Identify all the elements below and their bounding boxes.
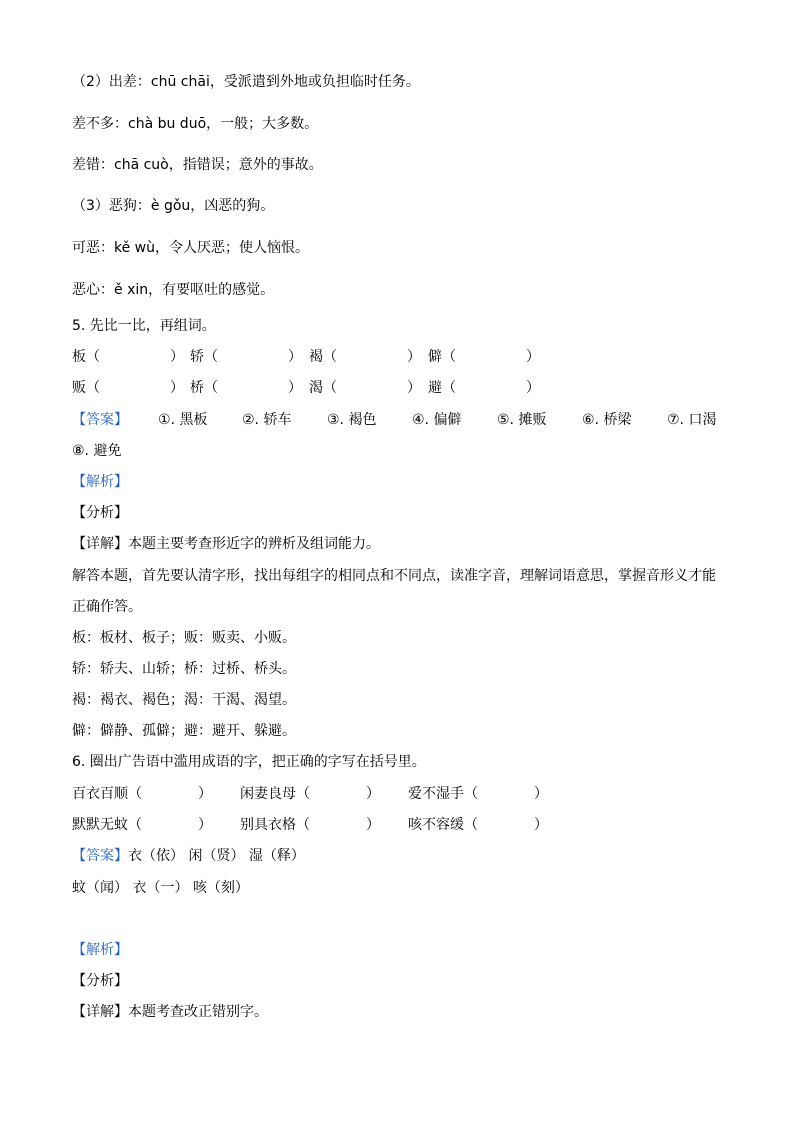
- q6-item: 别具衣格（ ）: [240, 817, 380, 833]
- text-line: 差不多：chà bu duō，一般；大多数。: [72, 116, 319, 132]
- answer-item: ③. 褐色: [327, 412, 377, 428]
- answer-tag: 【答案】: [72, 848, 128, 864]
- q6-item: 闲妻良母（ ）: [240, 786, 380, 802]
- q5-item: 板（ ）: [72, 349, 184, 365]
- answer-tag: 【答案】: [72, 412, 128, 428]
- q5-item: 桥（ ）: [190, 380, 302, 396]
- q6-item: 百衣百顺（ ）: [72, 786, 212, 802]
- answer-item: ⑥. 桥梁: [582, 412, 632, 428]
- text-line: 差错：chā cuò，指错误；意外的事故。: [72, 157, 323, 173]
- xiangjie-line: [72, 1002, 268, 1022]
- answer-item: ⑧. 避免: [72, 443, 122, 459]
- text-line: 恶心：ě xin，有要呕吐的感觉。: [72, 282, 275, 298]
- xiangjie-tag: 【详解】: [72, 1004, 128, 1020]
- fenxi-heading: 【分析】: [72, 973, 128, 989]
- text-line: 褐：褐衣、褐色；渴：干渴、渴望。: [72, 692, 296, 708]
- xiangjie-line: [72, 534, 380, 554]
- answer-item: ⑦. 口渴: [667, 412, 717, 428]
- q5-item: 贩（ ）: [72, 380, 184, 396]
- answer-item: ②. 轿车: [242, 412, 292, 428]
- answer-item: ⑤. 摊贩: [497, 412, 547, 428]
- text-line: 正确作答。: [72, 599, 142, 615]
- text-line: 僻：僻静、孤僻；避：避开、躲避。: [72, 723, 296, 739]
- q5-item: 褐（ ）: [309, 349, 421, 365]
- text-line: 板：板材、板子；贩：贩卖、小贩。: [72, 630, 296, 646]
- q5-item: 渴（ ）: [309, 380, 421, 396]
- answer-item: ④. 偏僻: [412, 412, 462, 428]
- question-6-title: 6. 圈出广告语中滥用成语的字，把正确的字写在括号里。: [72, 754, 426, 770]
- q5-item: 轿（ ）: [190, 349, 302, 365]
- jiexi-heading: 【解析】: [72, 942, 128, 958]
- q6-item: 咳不容缓（ ）: [408, 817, 548, 833]
- text-line: （2）出差：chū chāi，受派遣到外地或负担临时任务。: [72, 74, 420, 90]
- q6-item: 默默无蚊（ ）: [72, 817, 212, 833]
- text-line: 可恶：kě wù，令人厌恶；使人恼恨。: [72, 240, 309, 256]
- xiangjie-tag: 【详解】: [72, 536, 128, 552]
- xiangjie-text: 本题考查改正错别字。: [128, 1004, 268, 1020]
- answer-item: ①. 黑板: [158, 412, 208, 428]
- fenxi-heading: 【分析】: [72, 505, 128, 521]
- q6-item: 爱不湿手（ ）: [408, 786, 548, 802]
- q5-item: 避（ ）: [428, 380, 540, 396]
- xiangjie-text: 本题主要考查形近字的辨析及组词能力。: [128, 536, 380, 552]
- q6-answer-line: [72, 846, 305, 866]
- jiexi-heading: 【解析】: [72, 474, 128, 490]
- answer-text: 蚊（闻） 衣（一） 咳（刻）: [72, 880, 249, 896]
- text-line: 解答本题，首先要认清字形，找出每组字的相同点和不同点，读准字音，理解词语意思，掌握音形义才能: [72, 568, 716, 584]
- text-line: （3）恶狗：è gǒu，凶恶的狗。: [72, 198, 275, 214]
- text-line: 轿：轿夫、山轿；桥：过桥、桥头。: [72, 661, 296, 677]
- question-5-title: 5. 先比一比，再组词。: [72, 318, 216, 334]
- answer-text: 衣（依） 闲（贤） 湿（释）: [128, 848, 305, 864]
- q5-item: 僻（ ）: [428, 349, 540, 365]
